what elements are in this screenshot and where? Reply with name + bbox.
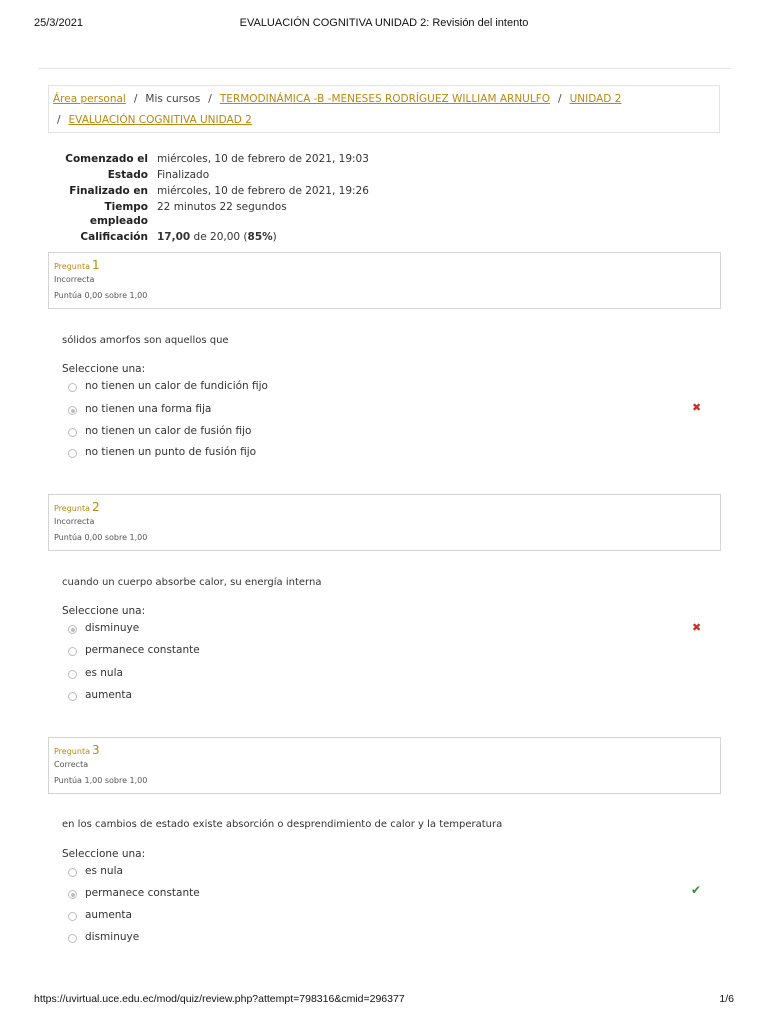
breadcrumb-separator: / <box>558 93 562 105</box>
question-label: Pregunta <box>54 747 90 756</box>
attempt-summary <box>60 152 460 246</box>
grade-total: de 20,00 ( <box>190 231 248 243</box>
option-label: aumenta <box>85 689 132 701</box>
breadcrumb-separator: / <box>133 93 138 105</box>
print-header <box>34 17 734 31</box>
breadcrumb-course-link[interactable]: TERMODINÁMICA -B -MENESES RODRÍGUEZ WILLIAM ARNULFO <box>219 93 551 105</box>
question-label: Pregunta <box>54 504 90 513</box>
state-value: Finalizado <box>157 169 210 181</box>
breadcrumb-separator: / <box>57 114 61 126</box>
question-text: cuando un cuerpo absorbe calor, su energía interna <box>62 577 322 588</box>
radio-button-selected[interactable] <box>68 406 77 415</box>
question-state: Incorrecta <box>54 275 95 284</box>
started-value: miércoles, 10 de febrero de 2021, 19:03 <box>157 153 369 165</box>
option-label: permanece constante <box>85 644 200 656</box>
answer-option[interactable] <box>68 403 708 419</box>
question-info-2 <box>48 494 721 551</box>
summary-row-finished <box>60 184 460 200</box>
question-grade: Puntúa 1,00 sobre 1,00 <box>54 776 148 785</box>
answer-option[interactable] <box>68 865 708 881</box>
answer-prompt: Seleccione una: <box>62 363 146 375</box>
radio-button[interactable] <box>68 670 77 679</box>
divider <box>38 68 731 69</box>
print-footer <box>34 993 734 1007</box>
state-label: Estado <box>107 169 148 181</box>
answer-option[interactable] <box>68 622 708 638</box>
question-number-value: 3 <box>91 743 100 757</box>
radio-button[interactable] <box>68 428 77 437</box>
question-state: Correcta <box>54 760 89 769</box>
radio-button[interactable] <box>68 692 77 701</box>
breadcrumb <box>48 85 720 133</box>
option-label: no tienen un calor de fusión fijo <box>85 425 252 437</box>
question-number-value: 2 <box>91 500 100 514</box>
question-number <box>54 743 100 757</box>
check-icon: ✔ <box>691 883 702 897</box>
radio-button[interactable] <box>68 647 77 656</box>
option-label: aumenta <box>85 909 132 921</box>
summary-row-started <box>60 152 460 168</box>
question-text: en los cambios de estado existe absorción o desprendimiento de calor y la temperatura <box>62 819 503 830</box>
option-label: disminuye <box>85 931 140 943</box>
question-number <box>54 258 100 272</box>
print-title: EVALUACIÓN COGNITIVA UNIDAD 2: Revisión del intento <box>239 17 529 29</box>
breadcrumb-unit-link[interactable]: UNIDAD 2 <box>569 93 622 105</box>
answer-option[interactable] <box>68 667 708 683</box>
answer-option[interactable] <box>68 425 708 441</box>
grade-close: ) <box>272 231 277 243</box>
option-label: no tienen un punto de fusión fijo <box>85 446 257 458</box>
page-url: https://uvirtual.uce.edu.ec/mod/quiz/review.php?attempt=798316&cmid=296377 <box>34 993 405 1005</box>
radio-button-selected[interactable] <box>68 890 77 899</box>
time-label: Tiempo empleado <box>89 201 148 227</box>
answer-option[interactable] <box>68 644 708 660</box>
summary-row-grade <box>60 230 460 246</box>
summary-row-state <box>60 168 460 184</box>
answer-option[interactable] <box>68 380 708 396</box>
option-label: no tienen un calor de fundición fijo <box>85 380 268 392</box>
print-date: 25/3/2021 <box>34 17 83 29</box>
radio-button[interactable] <box>68 934 77 943</box>
breadcrumb-home-link[interactable]: Área personal <box>53 93 126 105</box>
radio-button[interactable] <box>68 912 77 921</box>
time-value: 22 minutos 22 segundos <box>157 201 287 213</box>
option-label: es nula <box>85 865 123 877</box>
breadcrumb-separator: / <box>208 93 212 105</box>
option-label: es nula <box>85 667 123 679</box>
answer-option[interactable] <box>68 689 708 705</box>
option-label: disminuye <box>85 622 140 634</box>
grade-score: 17,00 <box>157 231 191 243</box>
answer-option[interactable] <box>68 909 708 925</box>
radio-button[interactable] <box>68 449 77 458</box>
grade-label: Calificación <box>80 231 148 243</box>
answer-option[interactable] <box>68 887 708 903</box>
breadcrumb-quiz-link[interactable]: EVALUACIÓN COGNITIVA UNIDAD 2 <box>68 114 252 126</box>
finished-label: Finalizado en <box>69 185 148 197</box>
page-count: 1/6 <box>719 993 734 1005</box>
answer-prompt: Seleccione una: <box>62 848 146 860</box>
question-info-1 <box>48 252 721 309</box>
grade-percent: 85% <box>247 231 273 243</box>
question-info-3 <box>48 737 721 794</box>
question-state: Incorrecta <box>54 517 95 526</box>
summary-row-time <box>60 200 460 230</box>
cross-icon: ✖ <box>692 621 702 634</box>
answer-prompt: Seleccione una: <box>62 605 146 617</box>
radio-button[interactable] <box>68 383 77 392</box>
question-number <box>54 500 100 514</box>
radio-button-selected[interactable] <box>68 625 77 634</box>
question-number-value: 1 <box>91 258 100 272</box>
answer-option[interactable] <box>68 446 708 462</box>
option-label: no tienen una forma fija <box>85 403 212 415</box>
option-label: permanece constante <box>85 887 200 899</box>
finished-value: miércoles, 10 de febrero de 2021, 19:26 <box>157 185 369 197</box>
question-text: sólidos amorfos son aquellos que <box>62 335 229 346</box>
started-label: Comenzado el <box>65 153 148 165</box>
cross-icon: ✖ <box>692 401 702 414</box>
radio-button[interactable] <box>68 868 77 877</box>
breadcrumb-my-courses: Mis cursos <box>145 93 201 105</box>
question-label: Pregunta <box>54 262 90 271</box>
question-grade: Puntúa 0,00 sobre 1,00 <box>54 291 148 300</box>
answer-option[interactable] <box>68 931 708 947</box>
question-grade: Puntúa 0,00 sobre 1,00 <box>54 533 148 542</box>
grade-value <box>157 230 460 246</box>
